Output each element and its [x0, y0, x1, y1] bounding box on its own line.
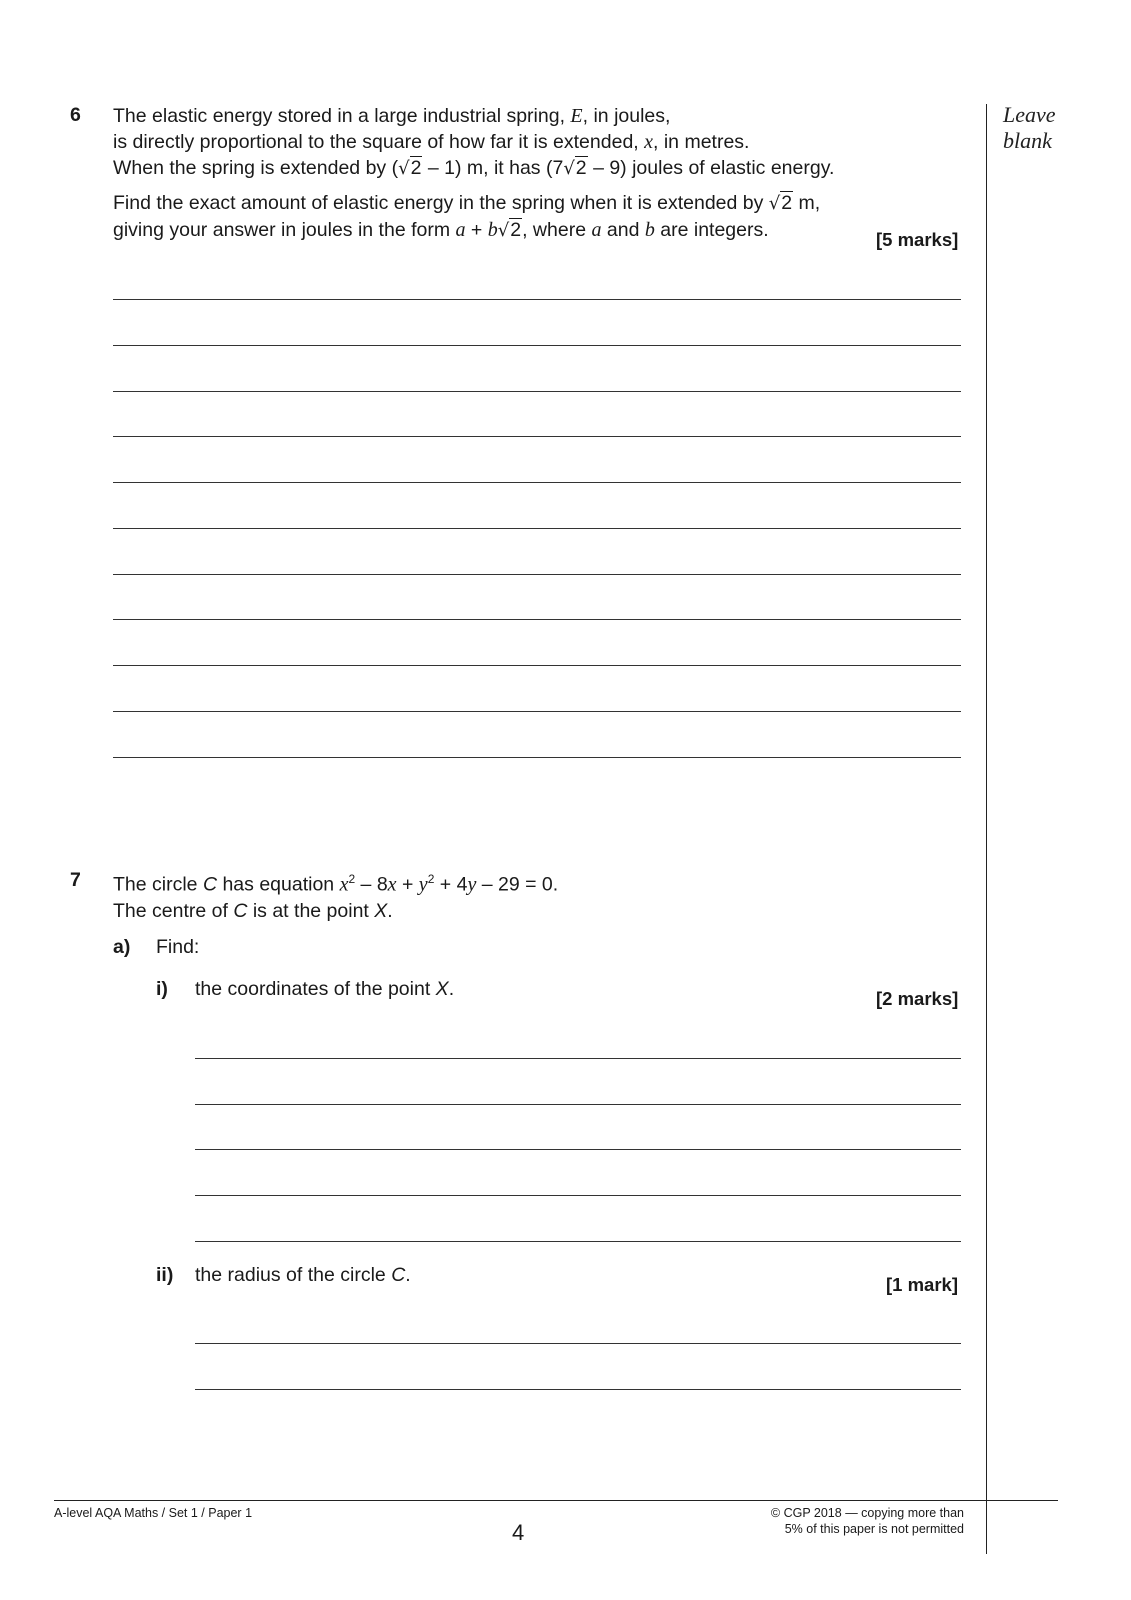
answer-line[interactable]: [113, 345, 961, 346]
answer-line[interactable]: [113, 436, 961, 437]
part-i-text: the coordinates of the point X.: [195, 978, 455, 1000]
leave-blank-label: Leave blank: [1003, 102, 1056, 153]
q6-line-4: Find the exact amount of elastic energy in the spring when it is extended by √2 m,: [113, 192, 821, 214]
part-ii-label: ii): [156, 1264, 174, 1286]
footer-copyright: © CGP 2018 — copying more than 5% of this paper is not permitted: [770, 1506, 964, 1536]
q7-line-2: The centre of C is at the point X.: [113, 899, 393, 922]
answer-line[interactable]: [113, 528, 961, 529]
part-i-marks: [2 marks]: [876, 988, 959, 1009]
q7-line-1: The circle C has equation $x^2 - 8x + y^2 + 4y - 29 = 0$.: [113, 872, 559, 896]
answer-line[interactable]: [113, 619, 961, 620]
answer-line[interactable]: [113, 299, 961, 300]
answer-line[interactable]: [195, 1195, 961, 1196]
answer-line[interactable]: [195, 1058, 961, 1059]
answer-line[interactable]: [113, 757, 961, 758]
question-6-task: [113, 190, 820, 244]
answer-line[interactable]: [113, 665, 961, 666]
part-ii-marks: [1 mark]: [886, 1274, 958, 1295]
question-6-marks: [5 marks]: [876, 229, 959, 250]
answer-line[interactable]: [195, 1241, 961, 1242]
answer-line[interactable]: [195, 1104, 961, 1105]
part-i-label: i): [156, 978, 168, 1000]
answer-line[interactable]: [195, 1389, 961, 1390]
question-6-number: 6: [70, 104, 81, 126]
question-6-text: [113, 103, 834, 182]
page-number: 4: [512, 1520, 525, 1545]
answer-line[interactable]: [113, 574, 961, 575]
part-a-label: a): [113, 936, 131, 958]
answer-line[interactable]: [195, 1343, 961, 1344]
margin-divider: [986, 104, 987, 1554]
q6-line-3: When the spring is extended by (√2 – 1) m, it has (7√2 – 9) joules of elastic energy.: [113, 157, 835, 179]
answer-line[interactable]: [113, 391, 961, 392]
answer-line[interactable]: [113, 711, 961, 712]
question-7-number: 7: [70, 869, 81, 891]
part-a-text: Find:: [156, 936, 200, 958]
q6-line-2: is directly proportional to the square of how far it is extended, x, in metres.: [113, 131, 750, 153]
answer-line[interactable]: [195, 1149, 961, 1150]
footer-divider: [54, 1500, 1058, 1501]
answer-line[interactable]: [113, 482, 961, 483]
part-ii-text: the radius of the circle C.: [195, 1264, 411, 1286]
question-7-text: [113, 866, 558, 924]
q6-line-1: The elastic energy stored in a large industrial spring, E, in joules,: [113, 105, 671, 127]
footer-paper-title: A-level AQA Maths / Set 1 / Paper 1: [54, 1506, 253, 1520]
q6-line-5: giving your answer in joules in the form a + b√2, where a and b are integers.: [113, 219, 769, 241]
